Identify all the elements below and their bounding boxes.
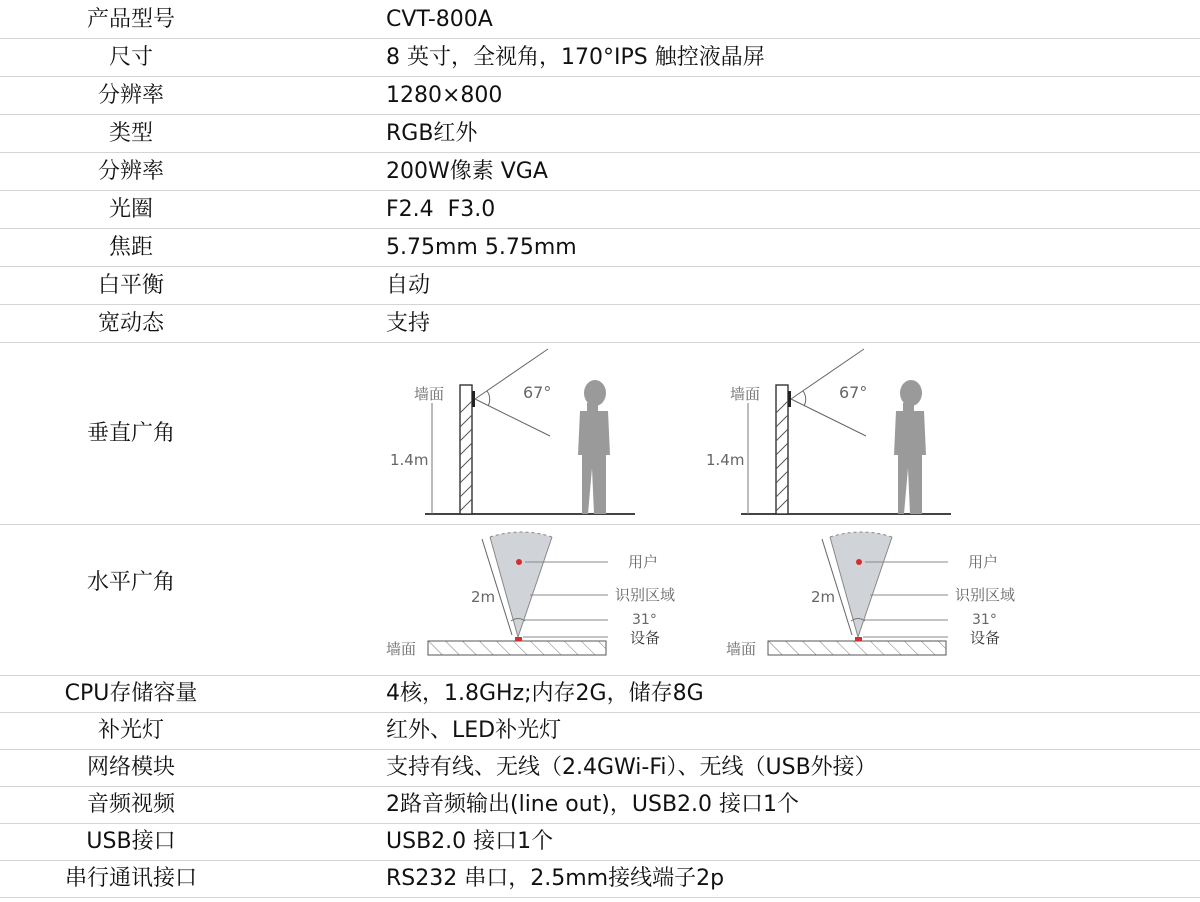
spec-row-wdr [0,305,1200,343]
spec-label: 网络模块 [86,755,175,780]
spec-label: 垂直广角 [86,421,175,446]
spec-value: F2.4 F3.0 [386,197,496,222]
spec-row-resolution [0,77,1200,115]
spec-value: CVT-800A [386,7,493,32]
spec-value: 红外、LED补光灯 [386,718,562,743]
spec-value: 自动 [386,273,431,298]
spec-value: USB2.0 接口1个 [386,829,554,854]
device-label: 设备 [630,629,661,647]
height-label: 1.4m [706,451,745,469]
angle-label: 31° [972,612,997,628]
spec-label: CPU存储容量 [64,681,198,706]
vertical-angle-diagram-left [380,343,700,525]
user-label: 用户 [628,553,659,571]
wall-label: 墙面 [414,385,445,403]
spec-value: 支持有线、无线（2.4GWi-Fi）、无线（USB外接） [386,755,877,780]
spec-label: 串行通讯接口 [64,866,197,891]
spec-row-network [0,750,1200,787]
spec-row-cpu-storage [0,676,1200,713]
spec-label: 类型 [108,121,153,146]
spec-value: 支持 [386,311,431,336]
user-label: 用户 [968,553,999,571]
person-silhouette [578,380,610,514]
spec-label: 补光灯 [97,718,164,743]
spec-label: 白平衡 [97,273,164,298]
spec-label: 分辨率 [97,159,164,184]
spec-row-usb [0,824,1200,861]
distance-label: 2m [811,588,836,606]
spec-row-horizontal-angle [0,525,1200,676]
distance-label: 2m [471,588,496,606]
device-marker [515,637,522,641]
spec-label: 水平广角 [86,570,175,595]
spec-label: 产品型号 [86,7,175,32]
spec-value: 1280×800 [386,83,503,108]
wall-label: 墙面 [386,640,417,658]
spec-value: 200W像素 VGA [386,159,548,184]
spec-label: 光圈 [108,197,153,222]
spec-row-serial [0,861,1200,898]
horizontal-angle-diagram-right [720,525,1040,676]
spec-row-vertical-angle [0,343,1200,525]
spec-row-size [0,39,1200,77]
vertical-angle-diagram-right [696,343,1016,525]
spec-row-white-balance [0,267,1200,305]
spec-row-audio-video [0,787,1200,824]
spec-label: 分辨率 [97,83,164,108]
spec-value: 2路音频输出(line out)，USB2.0 接口1个 [386,792,800,817]
horizontal-angle-diagram-left [380,525,700,676]
person-silhouette [894,380,926,514]
spec-value: 4核，1.8GHz;内存2G，储存8G [386,681,704,706]
spec-row-type [0,115,1200,153]
spec-row-fill-light [0,713,1200,750]
user-dot [856,559,862,565]
spec-label: 尺寸 [108,45,153,70]
spec-row-model [0,0,1200,39]
angle-label: 67° [523,383,552,402]
spec-label: USB接口 [86,829,176,854]
spec-value: 5.75mm 5.75mm [386,235,577,260]
spec-label: 焦距 [108,235,153,260]
spec-label: 宽动态 [97,311,164,336]
user-dot [516,559,522,565]
spec-value: 8 英寸，全视角，170°IPS 触控液晶屏 [386,45,765,70]
zone-label: 识别区域 [615,586,676,604]
wall-label: 墙面 [730,385,761,403]
device-marker [855,637,862,641]
device-label: 设备 [970,629,1001,647]
spec-label: 音频视频 [86,792,175,817]
spec-row-focal-length [0,229,1200,267]
wall-label: 墙面 [726,640,757,658]
angle-label: 31° [632,612,657,628]
height-label: 1.4m [390,451,429,469]
spec-row-camera-resolution [0,153,1200,191]
zone-label: 识别区域 [955,586,1016,604]
spec-value: RGB红外 [386,121,478,146]
angle-label: 67° [839,383,868,402]
spec-value: RS232 串口，2.5mm接线端子2p [386,866,725,891]
spec-row-aperture [0,191,1200,229]
